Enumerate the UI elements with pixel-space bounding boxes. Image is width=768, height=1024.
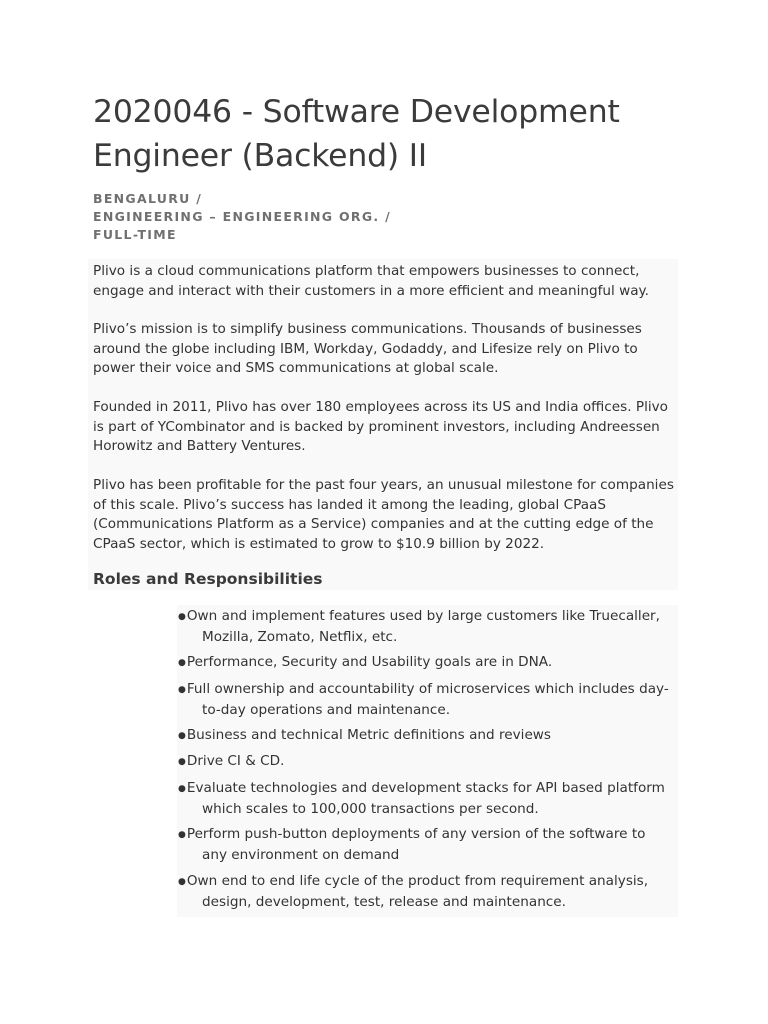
paragraph-line: (Communications Platform as a Service) companies and at the cutting edge of the	[93, 516, 654, 532]
roles-list-item	[178, 726, 551, 747]
paragraph-line: Plivo is a cloud communications platform that empowers businesses to connect,	[93, 263, 640, 279]
bullet-icon: ●	[178, 685, 186, 695]
item-text: Own end to end life cycle of the product from requirement analysis,	[186, 873, 649, 889]
job-employment-type: FULL-TIME	[93, 227, 177, 242]
job-location: BENGALURU /	[93, 191, 203, 206]
roles-list-item	[178, 653, 552, 674]
description-paragraph-4	[93, 476, 674, 554]
description-paragraph-2	[93, 320, 642, 379]
roles-heading: Roles and Responsibilities	[93, 570, 323, 588]
item-text-continued: which scales to 100,000 transactions per second.	[202, 800, 539, 817]
roles-list-item	[178, 607, 660, 647]
bullet-icon: ●	[178, 757, 186, 767]
item-text: Drive CI & CD.	[186, 753, 285, 769]
roles-list-item	[178, 752, 284, 773]
paragraph-line: power their voice and SMS communications at global scale.	[93, 360, 499, 376]
roles-list-item	[178, 680, 669, 720]
item-text: Own and implement features used by large customers like Truecaller,	[186, 608, 660, 624]
paragraph-line: engage and interact with their customers in a more efficient and meaningful way.	[93, 282, 649, 299]
item-text: Evaluate technologies and development stacks for API based platform	[186, 780, 665, 796]
item-text-continued: to-day operations and maintenance.	[202, 701, 451, 718]
description-paragraph-3	[93, 398, 668, 457]
job-department: ENGINEERING – ENGINEERING ORG. /	[93, 209, 391, 224]
item-text-continued: design, development, test, release and maintenance.	[202, 893, 566, 910]
roles-list-item	[178, 825, 646, 865]
item-text: Full ownership and accountability of microservices which includes day-	[186, 681, 669, 697]
bullet-icon: ●	[178, 784, 186, 794]
roles-list-item	[178, 779, 665, 819]
item-text: Perform push-button deployments of any version of the software to	[186, 826, 646, 842]
description-paragraph-1	[93, 262, 649, 301]
bullet-icon: ●	[178, 830, 186, 840]
bullet-icon: ●	[178, 731, 186, 741]
roles-list-item	[178, 872, 648, 912]
job-title-line-1: 2020046 - Software Development	[93, 94, 620, 130]
paragraph-line: Plivo has been profitable for the past four years, an unusual milestone for companies	[93, 477, 674, 493]
item-text: Performance, Security and Usability goals are in DNA.	[186, 654, 553, 670]
job-meta	[93, 190, 391, 244]
paragraph-line: around the globe including IBM, Workday, Godaddy, and Lifesize rely on Plivo to	[93, 340, 638, 357]
bullet-icon: ●	[178, 877, 186, 887]
paragraph-line: Founded in 2011, Plivo has over 180 employees across its US and India offices. Plivo	[93, 399, 668, 415]
paragraph-line: Horowitz and Battery Ventures.	[93, 438, 306, 454]
job-title	[93, 90, 693, 178]
paragraph-line: of this scale. Plivo’s success has landed it among the leading, global CPaaS	[93, 496, 606, 513]
paragraph-line: CPaaS sector, which is estimated to grow to $10.9 billion by 2022.	[93, 535, 545, 552]
paragraph-line: Plivo’s mission is to simplify business communications. Thousands of businesses	[93, 321, 642, 337]
bullet-icon: ●	[178, 658, 186, 668]
paragraph-line: is part of YCombinator and is backed by prominent investors, including Andreessen	[93, 418, 660, 435]
job-title-line-2: Engineer (Backend) II	[93, 138, 427, 174]
item-text-continued: any environment on demand	[202, 846, 400, 863]
item-text-continued: Mozilla, Zomato, Netflix, etc.	[202, 628, 398, 645]
item-text: Business and technical Metric definitions and reviews	[186, 727, 552, 743]
bullet-icon: ●	[178, 612, 186, 622]
